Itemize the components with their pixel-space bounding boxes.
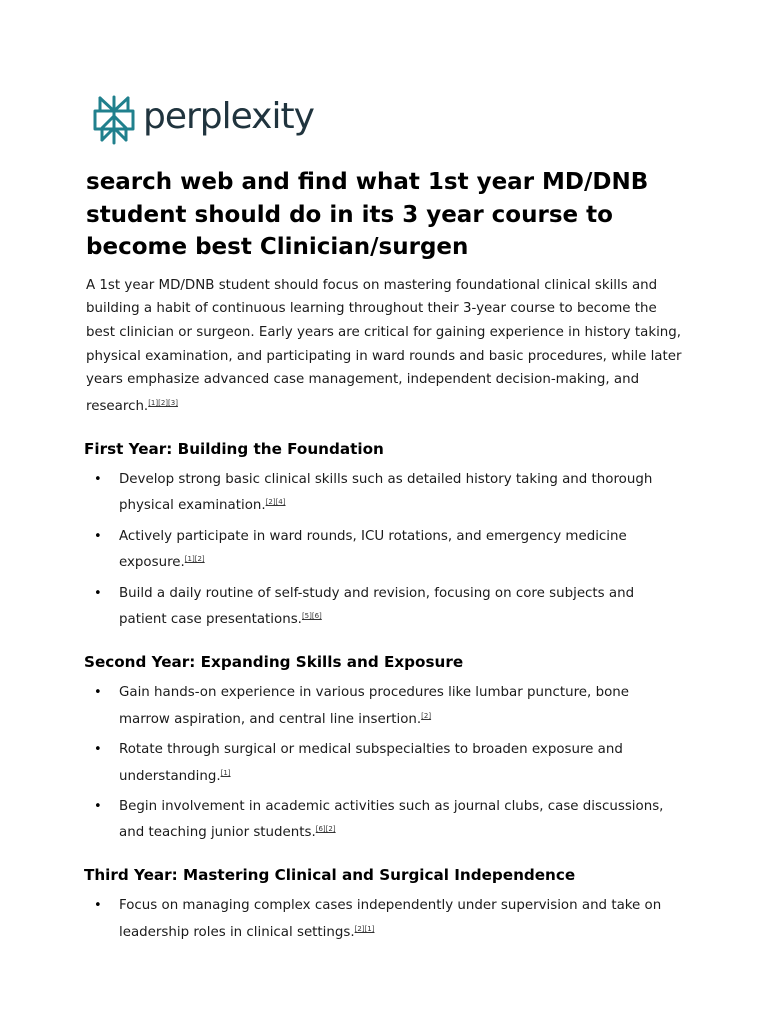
list-item (86, 681, 679, 731)
list-item-text: Gain hands-on experience in various procedures like lumbar puncture, bone marrow aspiration, and central line insertion. (119, 684, 629, 727)
perplexity-logo (92, 92, 314, 148)
list-item-text: Focus on managing complex cases independently under supervision and take on leadership roles in clinical settings. (119, 898, 662, 940)
list-item (86, 894, 679, 944)
list-item (86, 582, 679, 632)
intro-citations[interactable]: [1][2][3] (148, 399, 178, 408)
bullet-list (86, 681, 686, 845)
list-item (86, 468, 679, 518)
citation-link[interactable]: [2] (421, 711, 432, 720)
bullet-list (86, 894, 686, 944)
answer-content (86, 166, 686, 951)
list-item (86, 795, 679, 845)
citation-link[interactable]: [6][2] (315, 825, 336, 834)
citation-link[interactable]: [2][4] (265, 498, 286, 507)
citation-link[interactable]: [1][2] (184, 555, 205, 564)
list-item-text: Develop strong basic clinical skills such as detailed history taking and thorough physical examination. (119, 471, 653, 514)
citation-link[interactable]: [5][6] (301, 612, 322, 621)
citation-link[interactable]: [2][1] (354, 924, 375, 933)
query-title: search web and find what 1st year MD/DNB student should do in its 3 year course to become best Clinician/surgen (86, 169, 649, 260)
section-first-year (86, 438, 686, 632)
intro-paragraph (86, 274, 686, 419)
list-item-text: Begin involvement in academic activities such as journal clubs, case discussions, and teaching junior students. (119, 798, 664, 841)
list-item (86, 525, 679, 575)
perplexity-logo-icon (92, 94, 136, 146)
section-second-year (86, 651, 686, 845)
citation-link[interactable]: [1] (220, 768, 231, 777)
intro-text: A 1st year MD/DNB student should focus on mastering foundational clinical skills and building a habit of continuous learning throughout their 3-year course to become the best clinician or surgeon. Early years are critical for gaining experience in history taking, physical examination, and participating in ward rounds and basic procedures, while later years emphasize advanced case management, independent decision-making, and research. (86, 277, 682, 415)
list-item-text: Build a daily routine of self-study and revision, focusing on core subjects and patient case presentations. (119, 585, 635, 628)
list-item-text: Actively participate in ward rounds, ICU rotations, and emergency medicine exposure. (119, 528, 627, 571)
list-item (86, 738, 679, 788)
section-heading: Third Year: Mastering Clinical and Surgical Independence (84, 866, 576, 885)
list-item-text: Rotate through surgical or medical subspecialties to broaden exposure and understanding. (119, 741, 623, 784)
section-heading: First Year: Building the Foundation (84, 439, 384, 458)
section-third-year (86, 864, 686, 944)
section-heading: Second Year: Expanding Skills and Exposure (84, 652, 464, 671)
bullet-list (86, 468, 686, 632)
logo-wordmark: perplexity (143, 96, 314, 137)
